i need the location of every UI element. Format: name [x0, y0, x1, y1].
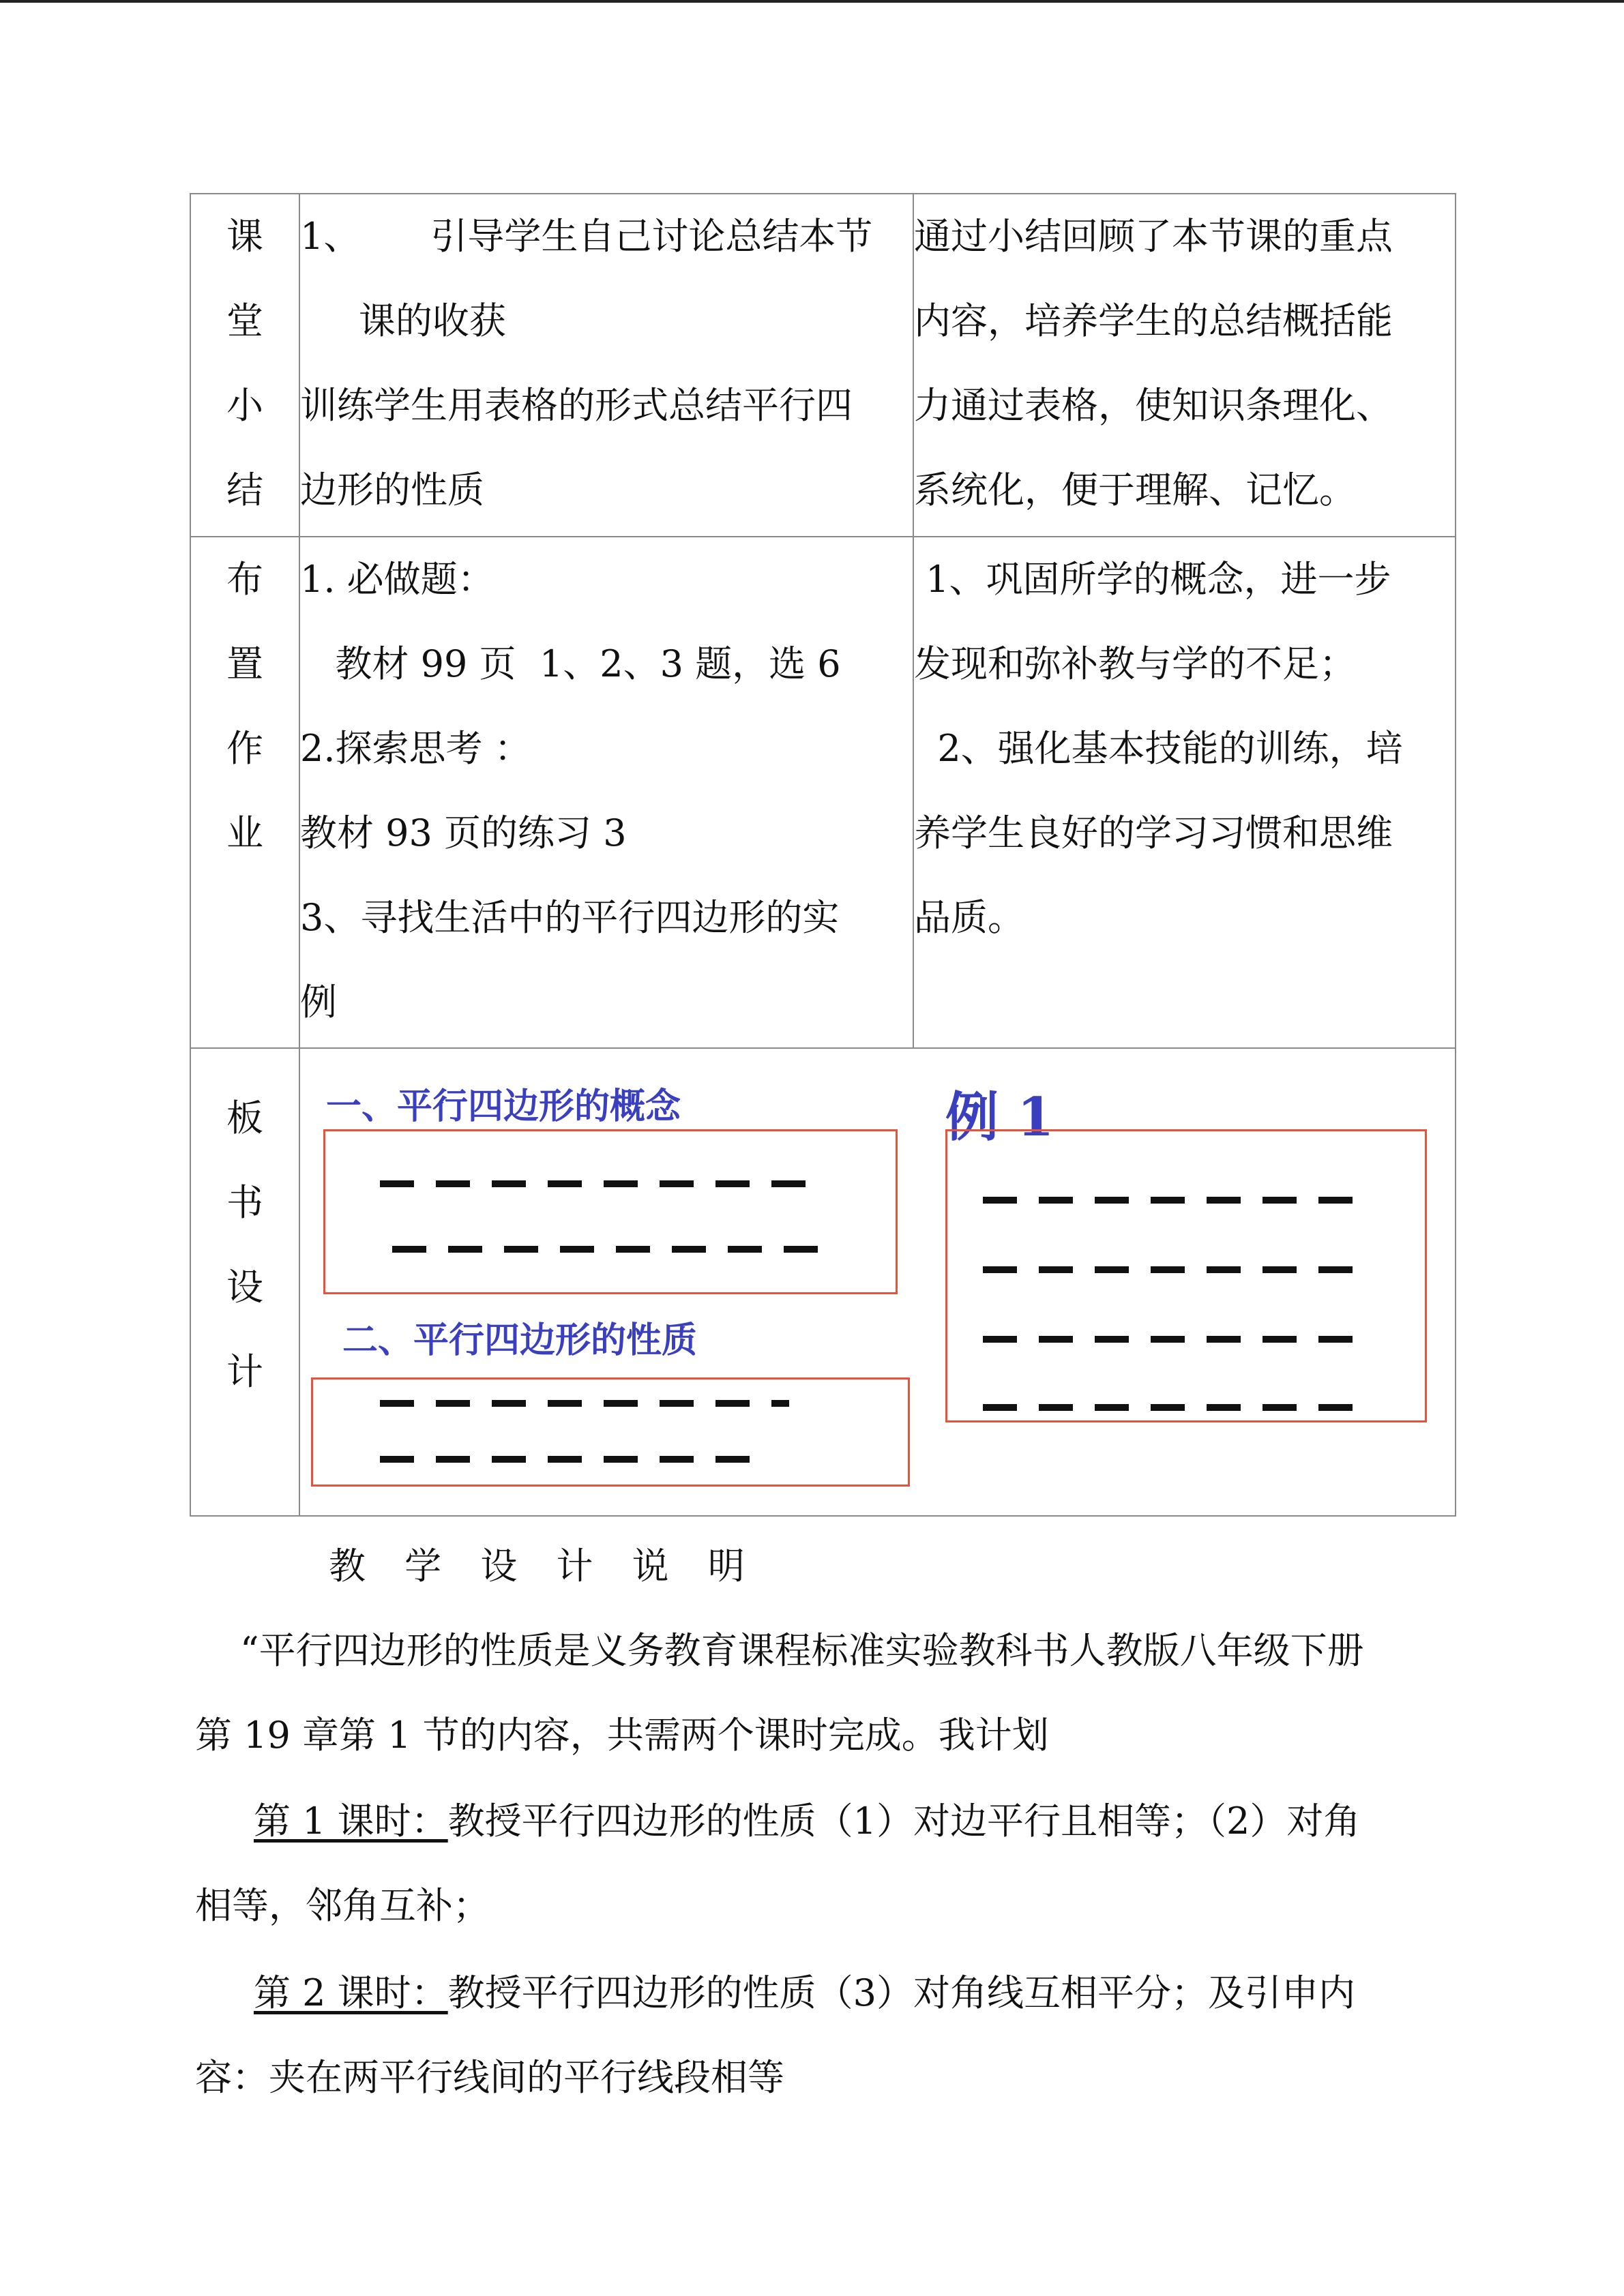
text-line: 教材 99 页 1、2、3 题，选 6: [300, 642, 841, 685]
text-line: 第 19 章第 1 节的内容，共需两个课时完成。我计划: [195, 1714, 1049, 1757]
label-char: 堂: [226, 299, 263, 342]
board-title-properties: 二、平行四边形的性质: [342, 1320, 698, 1361]
example-dash-line-4: [983, 1404, 1365, 1411]
lesson1-label: 第 1 课时：: [254, 1800, 448, 1843]
label-char: 布: [226, 558, 263, 601]
text-line: 1、 引导学生自己讨论总结本节: [300, 215, 873, 258]
board-title-concept: 一、平行四边形的概念: [326, 1086, 681, 1127]
text-line: 容：夹在两平行线间的平行线段相等: [195, 2056, 784, 2099]
homework-tasks-cell: [299, 537, 913, 1048]
top-rule: [0, 0, 1624, 3]
label-char: 业: [226, 811, 263, 854]
board-design-cell: [299, 1048, 1456, 1516]
summary-intent-cell: [913, 194, 1456, 537]
text-line: 教材 93 页的练习 3: [300, 811, 627, 854]
design-explanation-heading: [329, 1537, 758, 1590]
label-char: 计: [226, 1350, 263, 1393]
label-char: 作: [226, 727, 263, 770]
properties-dash-line-1: [380, 1400, 789, 1407]
label-char: 书: [226, 1181, 263, 1224]
text-line: 3、寻找生活中的平行四边形的实: [300, 896, 840, 939]
board-example-title: 例 1: [945, 1086, 1054, 1148]
lesson1-line: [254, 1792, 1360, 1845]
table-row-homework: [190, 537, 1456, 1048]
paragraph-line: [195, 2048, 784, 2101]
text-line: 力通过表格，使知识条理化、: [914, 384, 1393, 427]
properties-box: [311, 1377, 910, 1487]
lesson-plan-table: [190, 193, 1456, 1517]
example-dash-line-3: [983, 1336, 1365, 1343]
lesson2-label: 第 2 课时：: [254, 1971, 448, 2014]
example-dash-line-2: [983, 1266, 1365, 1273]
label-char: 小: [226, 384, 263, 427]
text-line: 养学生良好的学习习惯和思维: [914, 811, 1393, 854]
row-label-homework: [190, 537, 299, 1048]
example-dash-line-1: [983, 1197, 1365, 1204]
text-line: “平行四边形的性质是义务教育课程标准实验教科书人教版八年级下册: [240, 1629, 1364, 1672]
table-row-summary: [190, 194, 1456, 537]
label-char: 置: [226, 642, 263, 685]
board-canvas: [300, 1049, 1455, 1515]
homework-intent-cell: [913, 537, 1456, 1048]
label-char: 板: [226, 1097, 263, 1139]
text-line: 例: [300, 981, 337, 1024]
label-char: 结: [226, 468, 263, 511]
text-line: 课的收获: [300, 299, 506, 342]
lesson1-text: 教授平行四边形的性质（1）对边平行且相等；（2）对角: [447, 1800, 1361, 1843]
text-line: 1. 必做题：: [300, 558, 494, 601]
text-line: 1、巩固所学的概念，进一步: [914, 558, 1391, 601]
label-char: 设: [226, 1266, 263, 1309]
concept-box: [323, 1129, 898, 1294]
text-line: 2、强化基本技能的训练，培: [914, 727, 1403, 770]
row-label-board: [190, 1048, 299, 1516]
lesson2-line: [254, 1964, 1355, 2016]
concept-dash-line-1: [380, 1180, 816, 1187]
heading-text: 教 学 设 计 说 明: [329, 1545, 758, 1587]
text-line: 发现和弥补教与学的不足；: [914, 642, 1356, 685]
paragraph-line: [195, 1706, 1049, 1759]
table-row-board: [190, 1048, 1456, 1516]
lesson2-text: 教授平行四边形的性质（3）对角线互相平分；及引申内: [447, 1971, 1356, 2014]
paragraph-line: [240, 1622, 1364, 1674]
properties-dash-line-2: [380, 1456, 762, 1463]
text-line: 系统化，便于理解、记忆。: [914, 468, 1356, 511]
text-line: 训练学生用表格的形式总结平行四: [300, 384, 853, 427]
paragraph-line: [195, 1877, 490, 1929]
text-line: 品质。: [914, 896, 1024, 939]
text-line: 2.探索思考 ：: [300, 727, 531, 770]
text-line: 内容，培养学生的总结概括能: [914, 299, 1393, 342]
text-line: 通过小结回顾了本节课的重点: [914, 215, 1393, 258]
text-line: 相等，邻角互补；: [195, 1884, 490, 1927]
row-label-summary: [190, 194, 299, 537]
summary-activities-cell: [299, 194, 913, 537]
text-line: 边形的性质: [300, 468, 484, 511]
concept-dash-line-2: [392, 1246, 829, 1253]
label-char: 课: [226, 215, 263, 258]
example-box: [945, 1129, 1427, 1422]
